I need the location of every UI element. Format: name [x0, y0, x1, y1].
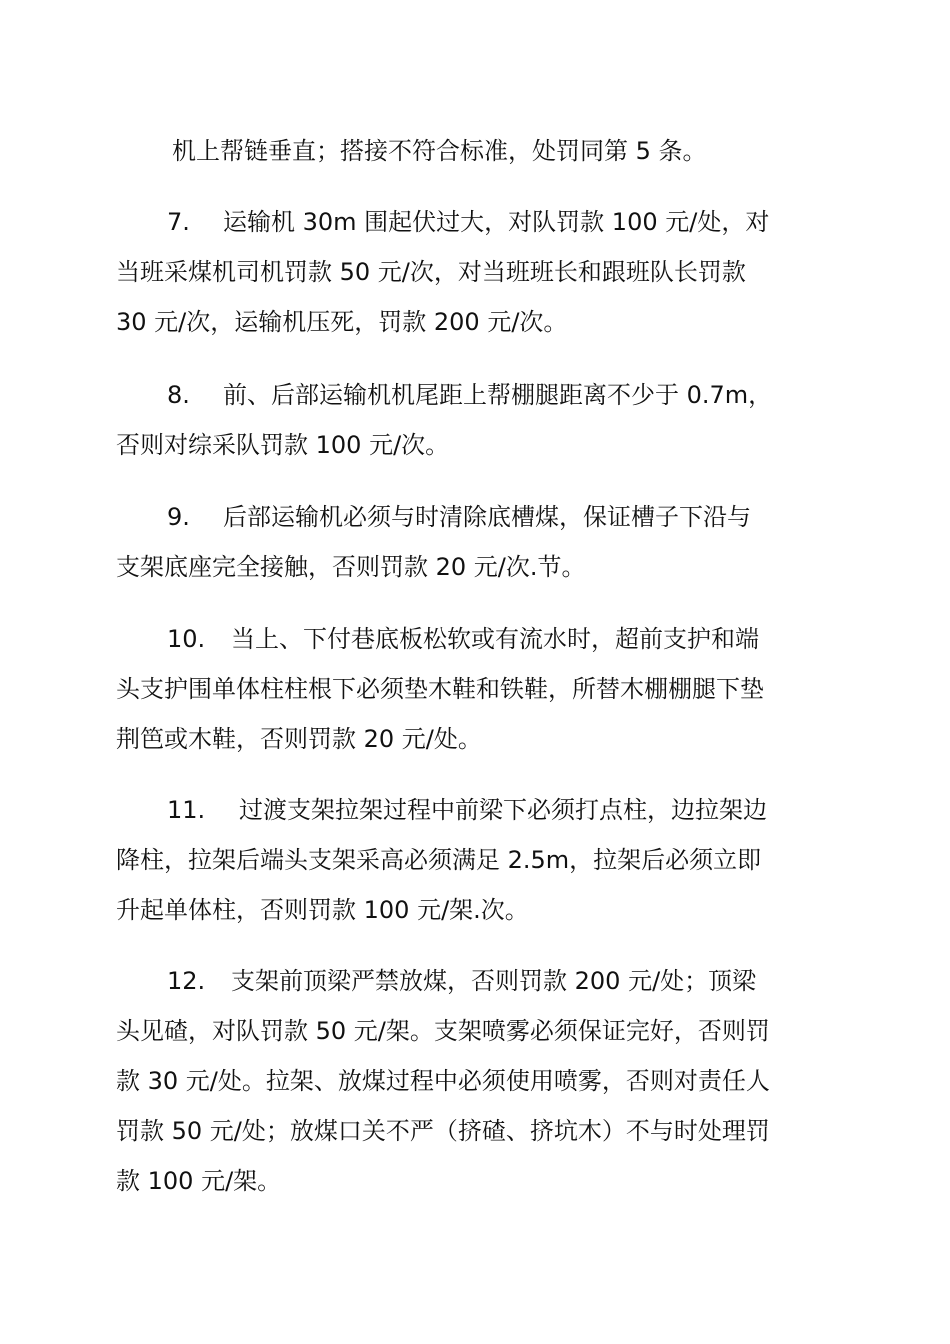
- paragraph-continuation: [116, 126, 816, 176]
- paragraph-line: 过渡支架拉架过程中前梁下必须打点柱，边拉架边: [239, 796, 767, 824]
- paragraph-first-line: [116, 614, 816, 664]
- paragraph-line: 否则对综采队罚款 100 元/次。: [116, 431, 450, 459]
- paragraph-first-line: [116, 956, 816, 1006]
- item-number: 12.: [167, 967, 206, 995]
- paragraph-line: 款 30 元/处。拉架、放煤过程中必须使用喷雾，否则对责任人: [116, 1067, 770, 1095]
- paragraph-line: 后部运输机必须与时清除底槽煤，保证槽子下沿与: [223, 503, 751, 531]
- paragraph-line: 支架前顶梁严禁放煤，否则罚款 200 元/处；顶梁: [231, 967, 757, 995]
- paragraph-line: 当上、下付巷底板松软或有流水时，超前支护和端: [231, 625, 759, 653]
- item-number: 9.: [167, 503, 190, 531]
- paragraph-line: 运输机 30m 围起伏过大，对队罚款 100 元/处，对: [223, 208, 770, 236]
- paragraph-line: 30 元/次，运输机压死，罚款 200 元/次。: [116, 308, 568, 336]
- paragraph-item-9: [116, 492, 816, 592]
- paragraph-line: 头见碴，对队罚款 50 元/架。支架喷雾必须保证完好，否则罚: [116, 1017, 770, 1045]
- paragraph-item-10: [116, 614, 816, 764]
- paragraph-line: 款 100 元/架。: [116, 1167, 282, 1195]
- paragraph-line: 前、后部运输机机尾距上帮棚腿距离不少于 0.7m，: [223, 381, 773, 409]
- paragraph-line: 机上帮链垂直；搭接不符合标准，处罚同第 5 条。: [172, 137, 707, 165]
- item-number: 11.: [167, 796, 206, 824]
- paragraph-first-line: [116, 785, 816, 835]
- paragraph-first-line: [116, 197, 816, 247]
- paragraph-item-8: [116, 370, 816, 470]
- paragraph-item-12: [116, 956, 816, 1206]
- paragraph-first-line: [116, 370, 816, 420]
- paragraph-line: 降柱，拉架后端头支架采高必须满足 2.5m，拉架后必须立即: [116, 846, 762, 874]
- paragraph-line: 支架底座完全接触，否则罚款 20 元/次.节。: [116, 553, 586, 581]
- paragraph-item-11: [116, 785, 816, 935]
- item-number: 8.: [167, 381, 190, 409]
- item-number: 7.: [167, 208, 190, 236]
- paragraph-line: 头支护围单体柱柱根下必须垫木鞋和铁鞋，所替木棚棚腿下垫: [116, 675, 764, 703]
- paragraph-line: 升起单体柱，否则罚款 100 元/架.次。: [116, 896, 529, 924]
- paragraph-line: 当班采煤机司机罚款 50 元/次，对当班班长和跟班队长罚款: [116, 258, 746, 286]
- paragraph-line: 罚款 50 元/处；放煤口关不严（挤碴、挤坑木）不与时处理罚: [116, 1117, 770, 1145]
- paragraph-item-7: [116, 197, 816, 347]
- paragraph-first-line: [116, 492, 816, 542]
- item-number: 10.: [167, 625, 206, 653]
- paragraph-line: 荆笆或木鞋，否则罚款 20 元/处。: [116, 725, 482, 753]
